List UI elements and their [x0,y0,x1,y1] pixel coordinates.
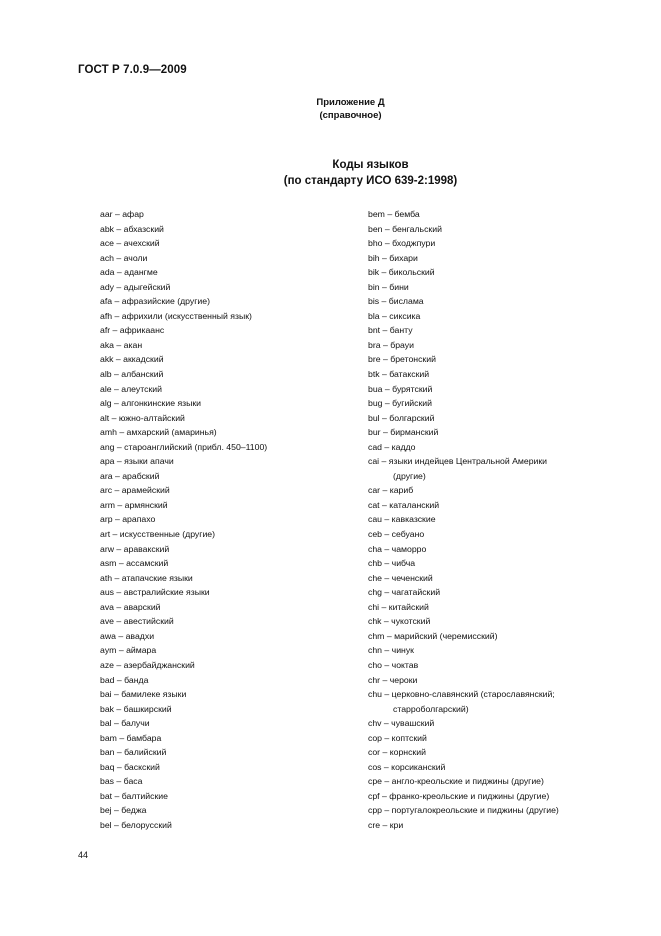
language-code-entry: aus – австралийские языки [100,587,210,598]
language-code-entry: alt – южно-алтайский [100,412,185,423]
language-code-entry: alg – алгонкинские языки [100,398,202,409]
language-code-entry: afa – афразийские (другие) [100,296,210,307]
language-code-entry: ang – староанглийский (прибл. 450–1100) [100,441,268,452]
language-code-entry: afh – африхили (искусственный язык) [100,310,252,321]
language-code-entry: старроболгарский) [393,703,469,714]
language-code-entry: cat – каталанский [368,499,440,510]
language-code-entry: ach – ачоли [100,252,148,263]
language-code-entry: cad – каддо [368,441,416,452]
language-code-entry: btk – батакский [368,369,430,380]
language-code-entry: ady – адыгейский [100,281,171,292]
language-code-entry: chk – чукотский [368,616,431,627]
language-code-entry: apa – языки апачи [100,456,174,467]
language-code-entry: bel – белорусский [100,819,172,830]
language-code-entry: bas – баса [100,776,143,787]
language-code-entry: awa – авадхи [100,630,155,641]
language-code-entry: bik – бикольский [368,267,435,278]
language-code-entry: bur – бирманский [368,427,439,438]
language-code-entry: cha – чаморро [368,543,427,554]
language-code-entry: bal – балучи [100,718,150,729]
appendix-note: (справочное) [319,110,382,121]
language-code-entry: cpe – англо-креольские и пиджины (другие) [368,776,544,787]
language-code-entry: bem – бемба [368,209,420,219]
language-code-entry: bat – балтийские [100,790,168,801]
section-subtitle: (по стандарту ИСО 639-2:1998) [283,175,458,187]
language-code-entry: bho – бходжпури [368,238,436,249]
language-code-entry: bej – беджа [100,805,147,816]
language-code-entry: chb – чибча [368,558,416,569]
language-code-entry: cos – корсиканский [368,761,446,772]
language-code-entry: chi – китайский [368,601,429,612]
document-code: ГОСТ Р 7.0.9—2009 [78,64,187,76]
language-code-entry: amh – амхарский (амаринья) [100,427,217,438]
language-code-entry: chr – чероки [368,674,418,685]
language-code-entry: che – чеченский [368,572,433,583]
language-code-entry: ben – бенгальский [368,223,442,234]
language-code-entry: chu – церковно-славянский (старославянский; [368,689,555,700]
language-code-entry: alb – албанский [100,369,164,380]
language-code-entry: ban – балийский [100,747,167,758]
language-code-entry: aze – азербайджанский [100,659,195,670]
language-code-entry: chm – марийский (черемисский) [368,630,498,641]
language-code-entry: akk – аккадский [100,354,164,365]
language-code-entry: aka – акан [100,339,143,350]
appendix-title: Приложение Д [316,97,385,108]
language-code-entry: arw – аравакский [100,543,170,554]
language-code-entry: chv – чувашский [368,718,435,729]
language-codes-left-column [100,207,267,833]
page-number: 44 [78,850,89,860]
language-code-entry: cop – коптский [368,732,427,743]
language-code-entry: art – искусственные (другие) [100,529,216,540]
language-code-entry: bih – бихари [368,252,418,263]
language-code-entry: afr – африкаанс [100,325,165,336]
language-code-entry: (другие) [393,470,426,481]
language-code-entry: aym – аймара [100,645,157,656]
section-heading [40,157,661,189]
language-code-entry: cor – корнский [368,747,426,758]
language-code-entry: baq – баскский [100,761,160,772]
language-code-entry: cpf – франко-креольские и пиджины (другие) [368,790,550,801]
language-code-entry: arc – арамейский [100,485,170,496]
language-code-entry: cpp – португалокреольские и пиджины (другие) [368,805,559,816]
language-codes-right-column [368,207,559,833]
language-code-entry: bad – банда [100,674,149,685]
language-code-entry: ara – арабский [100,470,160,481]
language-code-entry: cau – кавказские [368,514,436,525]
language-code-entry: bak – башкирский [100,703,172,714]
language-code-entry: asm – ассамский [100,558,169,569]
language-code-entry: bis – бислама [368,296,424,307]
section-title: Коды языков [332,159,409,171]
language-code-entry: arm – армянский [100,499,168,510]
language-code-entry: cre – кри [368,819,404,830]
language-code-entry: bua – бурятский [368,383,433,394]
language-code-entry: ath – атапачские языки [100,572,193,583]
language-code-entry: arp – арапахо [100,514,156,525]
appendix-heading [20,96,661,122]
language-code-entry: bai – бамилеке языки [100,689,187,700]
language-code-entry: cai – языки индейцев Центральной Америки [368,456,548,467]
language-code-entry: ceb – себуано [368,529,425,540]
language-code-entry: bnt – банту [368,325,413,336]
language-code-entry: ada – адангме [100,267,158,278]
language-code-entry: bin – бини [368,281,409,292]
language-code-entry: bug – бугийский [368,398,433,409]
language-code-entry: abk – абхазский [100,223,164,234]
language-code-entry: ava – аварский [100,601,161,612]
language-code-entry: chg – чагатайский [368,587,441,598]
language-code-entry: ace – ачехский [100,238,160,249]
language-code-entry: bre – бретонский [368,354,436,365]
language-code-entry: ale – алеутский [100,383,162,394]
language-code-entry: ave – авестийский [100,616,174,627]
language-code-entry: cho – чоктав [368,659,419,670]
language-code-entry: chn – чинук [368,645,414,656]
language-code-entry: bra – брауи [368,339,414,350]
language-code-entry: bla – сиксика [368,310,421,321]
language-code-entry: bam – бамбара [100,732,162,743]
language-code-entry: car – кариб [368,485,414,496]
language-code-entry: aar – афар [100,209,144,219]
language-code-entry: bul – болгарский [368,412,435,423]
